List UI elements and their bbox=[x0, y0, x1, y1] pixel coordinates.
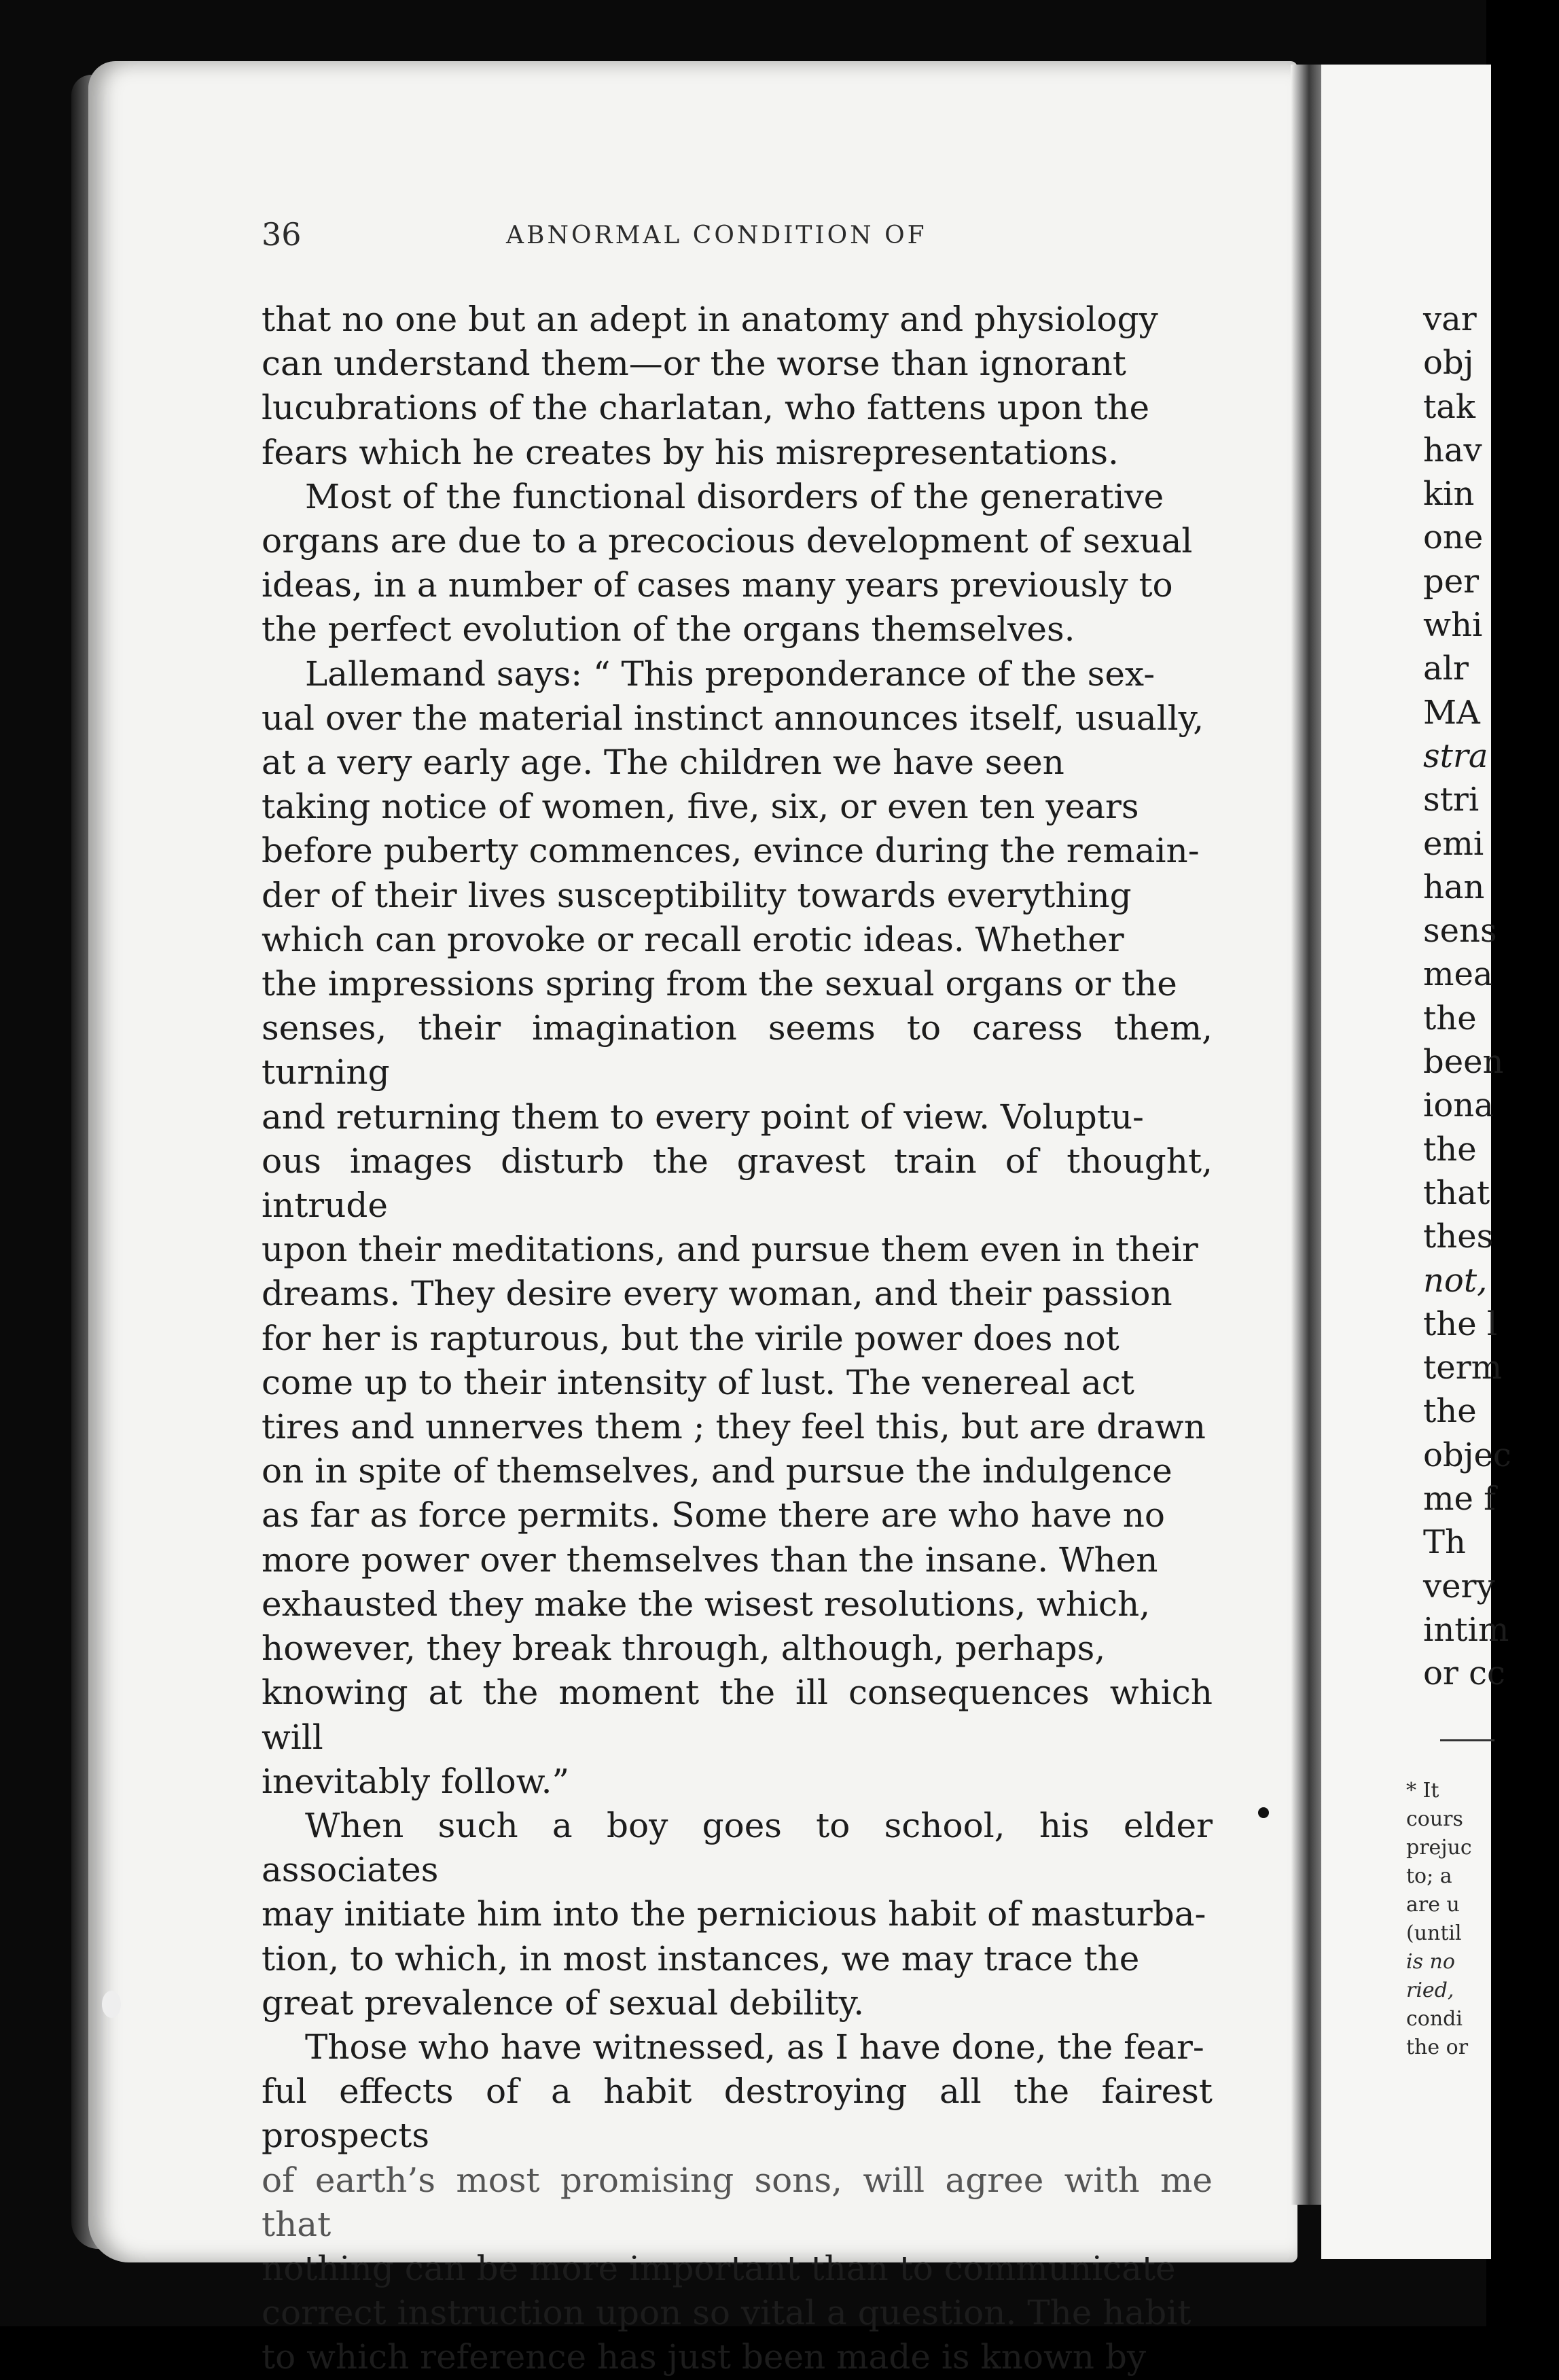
right-fragment: whi bbox=[1423, 606, 1483, 645]
text-line: nothing can be more important than to communicate bbox=[262, 2248, 1176, 2288]
text-line: ful effects of a habit destroying all the fairest prospects bbox=[262, 2072, 1213, 2156]
text-line: that no one but an adept in anatomy and physiology bbox=[262, 300, 1158, 339]
right-fragment: the bbox=[1423, 999, 1477, 1037]
text-line: tires and unnerves them ; they feel this, but are drawn bbox=[262, 1407, 1206, 1447]
text-line: more power over themselves than the insane. When bbox=[262, 1540, 1158, 1580]
text-line: can understand them—or the worse than ignorant bbox=[262, 344, 1126, 384]
text-line: taking notice of women, five, six, or even ten years bbox=[262, 787, 1139, 827]
text-line: organs are due to a precocious development of sexual bbox=[262, 521, 1193, 561]
text-line: Lallemand says: “ This preponderance of the sex- bbox=[305, 654, 1155, 694]
right-fragment: that bbox=[1423, 1173, 1490, 1212]
running-head bbox=[262, 216, 1213, 257]
right-fragment: per bbox=[1423, 562, 1480, 601]
text-line: before puberty commences, evince during the remain- bbox=[262, 831, 1200, 871]
text-line: ous images disturb the gravest train of thought, intrude bbox=[262, 1141, 1213, 1226]
text-line: When such a boy goes to school, his elder associates bbox=[262, 1805, 1213, 1890]
text-line: der of their lives susceptibility towards everything bbox=[262, 875, 1132, 915]
text-line: exhausted they make the wisest resolutions, which, bbox=[262, 1584, 1151, 1624]
right-fragment: tak bbox=[1423, 387, 1475, 426]
text-line: correct instruction upon so vital a question. The habit bbox=[262, 2293, 1191, 2333]
right-fragment: the bbox=[1423, 1130, 1477, 1169]
footnote-rule bbox=[1440, 1739, 1494, 1741]
right-fragment: obj bbox=[1423, 344, 1474, 383]
page-number: 36 bbox=[262, 216, 302, 253]
text-line: on in spite of themselves, and pursue the indulgence bbox=[262, 1451, 1172, 1491]
text-line: and returning them to every point of view. Voluptu- bbox=[262, 1097, 1144, 1137]
text-line: ual over the material instinct announces itself, usually, bbox=[262, 698, 1204, 738]
text-line: ideas, in a number of cases many years previously to bbox=[262, 565, 1173, 605]
text-line: senses, their imagination seems to caress them, turning bbox=[262, 1008, 1213, 1093]
right-fragment: me f bbox=[1423, 1480, 1496, 1518]
footnote-fragment: are u bbox=[1406, 1893, 1460, 1917]
text-line: dreams. They desire every woman, and their passion bbox=[262, 1274, 1172, 1314]
text-line: tion, to which, in most instances, we may trace the bbox=[262, 1938, 1140, 1978]
running-title: ABNORMAL CONDITION OF bbox=[506, 221, 927, 249]
right-fragment: the l bbox=[1423, 1304, 1498, 1343]
footnote-fragment: cours bbox=[1406, 1807, 1463, 1831]
right-page-text bbox=[1423, 298, 1559, 1696]
right-fragment: hav bbox=[1423, 431, 1482, 469]
text-line: however, they break through, although, perhaps, bbox=[262, 1629, 1106, 1669]
text-line: Most of the functional disorders of the generative bbox=[305, 476, 1164, 516]
text-line: inevitably follow.” bbox=[262, 1761, 570, 1801]
right-fragment: term bbox=[1423, 1349, 1503, 1387]
right-fragment: objec bbox=[1423, 1436, 1511, 1474]
book-gutter bbox=[1291, 65, 1321, 2205]
footnote-fragment: is no bbox=[1406, 1950, 1455, 1974]
right-fragment: the bbox=[1423, 1392, 1477, 1431]
body-text bbox=[262, 298, 1213, 2380]
text-line: come up to their intensity of lust. The venereal act bbox=[262, 1362, 1134, 1402]
footnote-fragment: ried, bbox=[1406, 1978, 1454, 2002]
footnote-fragment: the or bbox=[1406, 2036, 1469, 2059]
text-line: for her is rapturous, but the virile power does not bbox=[262, 1318, 1119, 1358]
right-page-footnote bbox=[1406, 1777, 1542, 2062]
footnote-fragment: * It bbox=[1406, 1779, 1439, 1802]
right-fragment: emi bbox=[1423, 824, 1484, 863]
text-line: to which reference has just been made is known by bbox=[262, 2337, 1147, 2377]
footnote-fragment: prejuc bbox=[1406, 1836, 1472, 1860]
right-fragment: been bbox=[1423, 1043, 1504, 1082]
text-line: may initiate him into the pernicious habit of masturba- bbox=[262, 1894, 1206, 1934]
footnote-fragment: condi bbox=[1406, 2007, 1463, 2031]
scan-speck bbox=[102, 1991, 121, 2018]
right-fragment: intim bbox=[1423, 1610, 1509, 1649]
right-fragment: very bbox=[1423, 1567, 1495, 1605]
right-fragment: alr bbox=[1423, 650, 1469, 688]
right-fragment: var bbox=[1423, 300, 1477, 338]
right-fragment: thes bbox=[1423, 1218, 1494, 1256]
right-fragment: stra bbox=[1423, 736, 1488, 775]
right-fragment: mea bbox=[1423, 955, 1493, 994]
right-fragment: sens bbox=[1423, 912, 1497, 951]
text-line: the perfect evolution of the organs themselves. bbox=[262, 609, 1075, 650]
right-fragment: han bbox=[1423, 868, 1485, 906]
text-line: the impressions spring from the sexual organs or the bbox=[262, 964, 1177, 1004]
footnote-fragment: to; a bbox=[1406, 1864, 1452, 1888]
text-line: great prevalence of sexual debility. bbox=[262, 1983, 865, 2023]
text-line: as far as force permits. Some there are who have no bbox=[262, 1495, 1166, 1535]
right-fragment: not, bbox=[1423, 1261, 1488, 1300]
right-fragment: iona bbox=[1423, 1086, 1494, 1125]
text-line: fears which he creates by his misrepresentations. bbox=[262, 432, 1119, 472]
right-fragment: MA bbox=[1423, 693, 1480, 732]
scan-speck bbox=[1258, 1807, 1269, 1818]
footnote-fragment: (until bbox=[1406, 1921, 1462, 1945]
text-line: upon their meditations, and pursue them even in their bbox=[262, 1230, 1198, 1270]
text-line: which can provoke or recall erotic ideas. Whether bbox=[262, 919, 1124, 959]
text-line: knowing at the moment the ill consequences which will bbox=[262, 1673, 1213, 1757]
right-fragment: stri bbox=[1423, 781, 1480, 819]
right-fragment: or cc bbox=[1423, 1654, 1505, 1693]
text-line: of earth’s most promising sons, will agree with me that bbox=[262, 2160, 1213, 2244]
text-line: lucubrations of the charlatan, who fattens upon the bbox=[262, 388, 1150, 428]
text-line: Those who have witnessed, as I have done, the fear- bbox=[305, 2027, 1204, 2067]
text-line: at a very early age. The children we have seen bbox=[262, 743, 1064, 783]
right-fragment: Th bbox=[1423, 1523, 1466, 1562]
right-fragment: one bbox=[1423, 518, 1484, 557]
right-fragment: kin bbox=[1423, 475, 1475, 514]
